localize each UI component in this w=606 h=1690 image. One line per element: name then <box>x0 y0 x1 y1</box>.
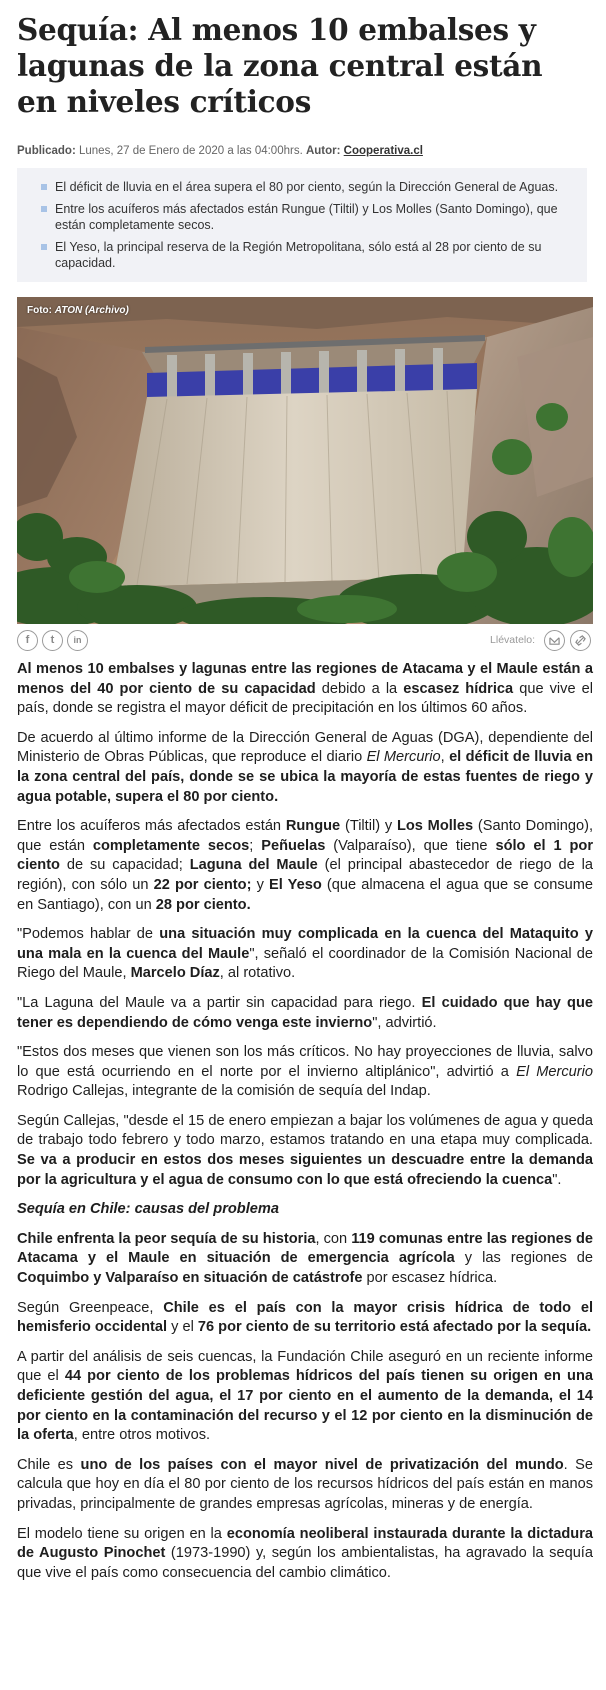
bold-text: el déficit de lluvia en la zona central del país, donde se se ubica la mayoría de estas fuentes de riego y agua potable, supera el 80 por ciento. <box>17 749 593 805</box>
bold-text: uno de los países con el mayor nivel de privatización del mundo <box>80 1456 564 1473</box>
text-run: El modelo tiene su origen en la <box>17 1525 227 1542</box>
summary-item <box>37 239 575 271</box>
text-run: (que almacena el agua que se consume en Santiago), con un <box>17 876 594 913</box>
article-photo <box>17 297 593 624</box>
facebook-icon[interactable]: f <box>17 630 38 651</box>
llevatelo-label: Llévatelo: <box>490 634 535 646</box>
bold-text: El Yeso <box>269 876 322 893</box>
text-run: , entre otros motivos. <box>73 1427 211 1444</box>
bullet-square-icon <box>41 244 47 250</box>
text-run: Según Greenpeace, <box>17 1299 164 1316</box>
published-label: Publicado: <box>17 145 76 157</box>
text-run: , con <box>315 1230 352 1247</box>
bold-text: Coquimbo y Valparaíso en situación de catástrofe <box>17 1270 363 1287</box>
text-run: . Se calcula que hoy en día el 80 por ciento de los recursos hídricos del país están en manos privadas, principalmente de grandes empresas agrícolas, mineras y de energía. <box>17 1456 594 1512</box>
paragraph <box>17 817 593 915</box>
bold-text: Al menos 10 embalses y lagunas entre las regiones de Atacama y el Maule están a menos del 40 por ciento de su capacidad <box>17 661 593 697</box>
paragraph <box>17 1456 593 1515</box>
bold-text: Rungue <box>285 818 341 835</box>
save-icon[interactable] <box>544 630 565 651</box>
text-run: A partir del análisis de seis cuencas, la Fundación Chile aseguró en un reciente informe que el <box>17 1348 593 1385</box>
summary-text: Entre los acuíferos más afectados están Rungue (Tiltil) y Los Molles (Santo Domingo), que están completamente secos. <box>55 202 558 232</box>
summary-text: El Yeso, la principal reserva de la Región Metropolitana, sólo está al 28 por ciento de su capacidad. <box>55 240 542 270</box>
photo-credit-source: ATON (Archivo) <box>54 305 129 316</box>
bold-text: sólo el 1 por ciento <box>17 837 593 874</box>
italic-text: El Mercurio <box>366 749 441 766</box>
text-run: (Valparaíso), que tiene <box>325 837 496 854</box>
text-run: (1973-1990) y, según los ambientalistas, ha agravado la sequía que vive el país como consecuencia del cambio climático. <box>17 1545 593 1581</box>
text-run: por escasez hídrica. <box>362 1270 498 1287</box>
article-title: Sequía: Al menos 10 embalses y lagunas de la zona central están en niveles críticos <box>17 12 543 119</box>
text-run: (el principal abastecedor de riego de la región), con sólo un <box>17 857 593 893</box>
paragraph <box>17 1525 593 1584</box>
bold-text: Se va a producir en estos dos meses siguientes un descuadre entre la demanda por la agricultura y el agua de consumo con lo que está ofreciendo la cuenca <box>17 1152 593 1188</box>
text-run: , <box>440 749 450 766</box>
text-run: y el <box>167 1319 198 1336</box>
paragraph <box>17 1043 593 1102</box>
text-run: ; <box>249 837 262 854</box>
bullet-square-icon <box>41 184 47 190</box>
article-meta <box>17 145 587 157</box>
bullet-square-icon <box>41 206 47 212</box>
paragraph <box>17 660 593 719</box>
bold-text: Laguna del Maule <box>189 857 318 874</box>
text-run: , al rotativo. <box>219 965 296 982</box>
section-subtitle: Sequía en Chile: causas del problema <box>17 1201 279 1218</box>
bold-text: Chile es el país con la mayor crisis hídrica de todo el hemisferio occidental <box>17 1299 593 1336</box>
text-run: (Tiltil) y <box>340 818 397 835</box>
paragraph <box>17 729 593 807</box>
text-run: de su capacidad; <box>59 857 190 874</box>
text-run: ", advirtió. <box>372 1014 437 1031</box>
paragraph <box>17 925 593 984</box>
author-label: Autor: <box>305 145 341 157</box>
link-icon[interactable] <box>570 630 591 651</box>
bold-text: escasez hídrica <box>403 680 514 697</box>
summary-item <box>37 201 575 233</box>
text-run: "Estos dos meses que vienen son los más críticos. No hay proyecciones de lluvia, salvo lo que está ocurriendo en el norte por el invierno altiplánico", advirtió a <box>17 1044 593 1080</box>
bold-text: una situación muy complicada en la cuenca del Mataquito y una mala en la cuenca del Maule <box>17 926 593 962</box>
text-run: "Podemos hablar de <box>17 926 160 943</box>
text-run: Chile es <box>17 1456 81 1473</box>
paragraph <box>17 1348 593 1446</box>
text-run: Rodrigo Callejas, integrante de la comisión de sequía del Indap. <box>17 1083 431 1100</box>
bold-text: 119 comunas entre las regiones de Atacama y el Maule en situación de emergencia agrícola <box>17 1230 593 1267</box>
publish-date: Lunes, 27 de Enero de 2020 a las 04:00hrs. <box>78 145 303 157</box>
bold-text: 76 por ciento de su territorio está afectado por la sequía. <box>197 1319 592 1336</box>
photo-credit-label: Foto: <box>27 305 52 316</box>
bold-text: El cuidado que hay que tener es dependiendo de cómo venga este invierno <box>17 994 593 1031</box>
text-run: y <box>251 876 270 893</box>
paragraph <box>17 1112 593 1190</box>
bold-text: 44 por ciento de los problemas hídricos del país tienen su origen en una deficiente gestión del agua, el 17 por ciento en el aumento de la demanda, el 14 por ciento en la contaminación del recurso y el 12 por ciento en la disminución de la oferta <box>17 1368 593 1444</box>
dam-photo <box>17 297 593 624</box>
bold-text: completamente secos <box>92 837 250 854</box>
text-run: ". <box>552 1171 562 1188</box>
summary-item <box>37 179 575 195</box>
text-run: y las regiones de <box>454 1250 593 1267</box>
linkedin-icon[interactable]: in <box>67 630 88 651</box>
bold-text: 22 por ciento; <box>153 876 252 893</box>
text-run: debido a la <box>315 680 404 697</box>
bold-text: Marcelo Díaz <box>130 965 220 982</box>
article-body <box>17 660 593 1593</box>
text-run: Según Callejas, "desde el 15 de enero empiezan a bajar los volúmenes de agua y queda de trabajo todo febrero y todo marzo, estamos tratando en una etapa muy complicada. <box>17 1112 593 1149</box>
paragraph <box>17 1299 593 1338</box>
share-bar <box>17 628 593 654</box>
bold-text: 28 por ciento. <box>155 896 251 913</box>
text-run: (Santo Domingo), que están <box>17 818 593 854</box>
bold-text: Chile enfrenta la peor sequía de su historia <box>17 1230 316 1247</box>
text-run: De acuerdo al último informe de la Dirección General de Aguas (DGA), dependiente del Ministerio de Obras Públicas, que reproduce el diario <box>17 729 593 766</box>
bold-text: Peñuelas <box>261 837 326 854</box>
paragraph <box>17 994 593 1033</box>
summary-text: El déficit de lluvia en el área supera el 80 por ciento, según la Dirección General de Aguas. <box>55 180 559 194</box>
bold-text: Los Molles <box>396 818 474 835</box>
author-link[interactable]: Cooperativa.cl <box>343 145 423 157</box>
twitter-icon[interactable]: t <box>42 630 63 651</box>
text-run: Entre los acuíferos más afectados están <box>17 818 286 835</box>
paragraph <box>17 1230 593 1289</box>
summary-box <box>17 168 587 282</box>
text-run: "La Laguna del Maule va a partir sin capacidad para riego. <box>17 994 422 1011</box>
photo-credit <box>27 305 129 316</box>
italic-text: El Mercurio <box>516 1063 593 1080</box>
bold-text: economía neoliberal instaurada durante la dictadura de Augusto Pinochet <box>17 1525 593 1562</box>
text-run: ", señaló el coordinador de la Comisión Nacional de Riego del Maule, <box>17 945 593 982</box>
text-run: que vive el país, donde se registra el mayor déficit de precipitación en los últimos 60 años. <box>17 680 593 717</box>
